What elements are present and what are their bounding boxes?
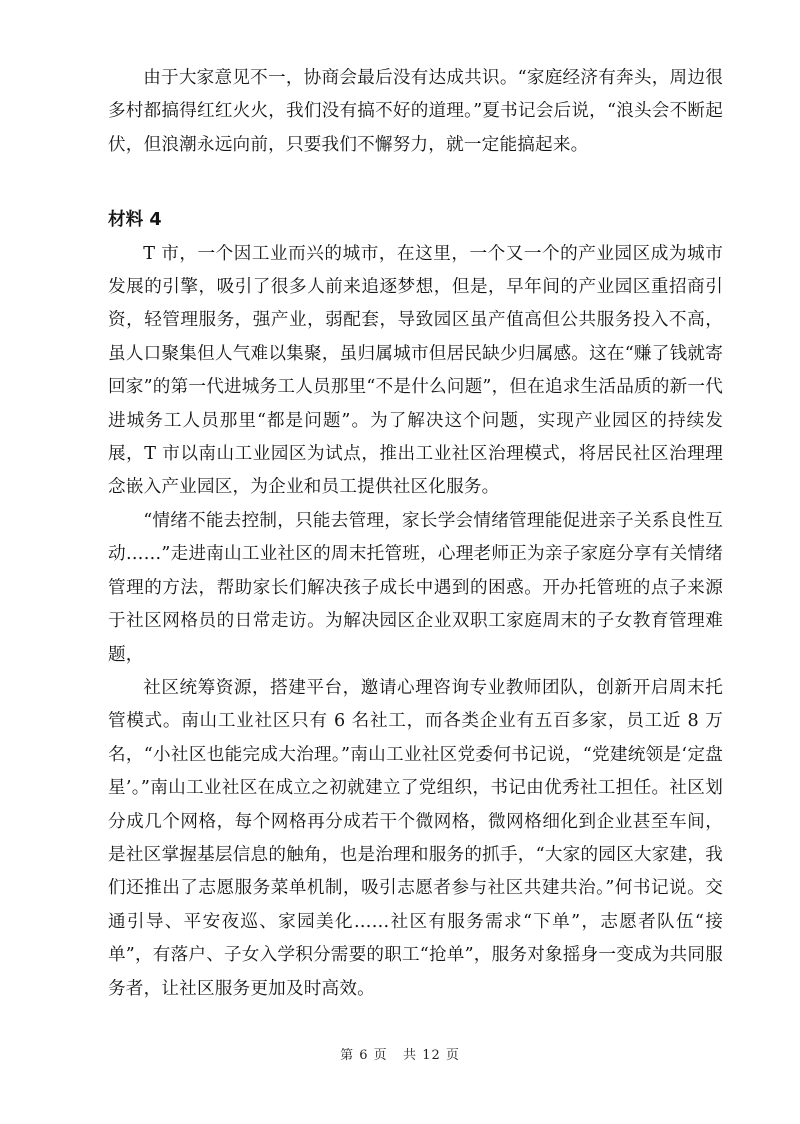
document-page — [108, 62, 723, 1006]
page-number: 第 6 页 共 12 页 — [340, 1048, 460, 1063]
body-paragraph-3: 社区统筹资源，搭建平台，邀请心理咨询专业教师团队，创新开启周末托管模式。南山工业社区只有 6 名社工，而各类企业有五百多家，员工近 8 万名，“小社区也能完成大治理。”南山工业社区党委何书记说，“党建统领是‘定盘星’。”南山工业社区在成立之初就建立了党组织，书记由优秀社工担任。社区划分成几个网格，每个网格再分成若干个微网格，微网格细化到企业甚至车间，是社区掌握基层信息的触角，也是治理和服务的抓手，“大家的园区大家建，我们还推出了志愿服务菜单机制，吸引志愿者参与社区共建共治。”何书记说。交通引导、平安夜巡、家园美化……社区有服务需求“下单”，志愿者队伍“接单”，有落户、子女入学积分需要的职工“抢单”，服务对象摇身一变成为共同服务者，让社区服务更加及时高效。 — [108, 677, 723, 999]
page-footer — [0, 1044, 800, 1063]
section-heading: 材料 4 — [108, 210, 162, 231]
body-paragraph-2: “情绪不能去控制，只能去管理，家长学会情绪管理能促进亲子关系良性互动……”走进南山工业社区的周末托管班，心理老师正为亲子家庭分享有关情绪管理的方法，帮助家长们解决孩子成长中遇到的困惑。开办托管班的点子来源于社区网格员的日常走访。为解决园区企业双职工家庭周末的子女教育管理难题， — [108, 510, 723, 665]
intro-paragraph: 由于大家意见不一，协商会最后没有达成共识。“家庭经济有奔头，周边很多村都搞得红红火火，我们没有搞不好的道理。”夏书记会后说，“浪头会不断起伏，但浪潮永远向前，只要我们不懈努力，就一定能搞起来。 — [108, 68, 723, 155]
body-paragraph-1: T 市，一个因工业而兴的城市，在这里，一个又一个的产业园区成为城市发展的引擎，吸引了很多人前来追逐梦想，但是，早年间的产业园区重招商引资，轻管理服务，强产业，弱配套，导致园区虽产值高但公共服务投入不高，虽人口聚集但人气难以集聚，虽归属城市但居民缺少归属感。这在“赚了钱就寄回家”的第一代进城务工人员那里“不是什么问题”，但在追求生活品质的新一代进城务工人员那里“都是问题”。为了解决这个问题，实现产业园区的持续发展，T 市以南山工业园区为试点，推出工业社区治理模式，将居民社区治理理念嵌入产业园区，为企业和员工提供社区化服务。 — [108, 243, 723, 498]
